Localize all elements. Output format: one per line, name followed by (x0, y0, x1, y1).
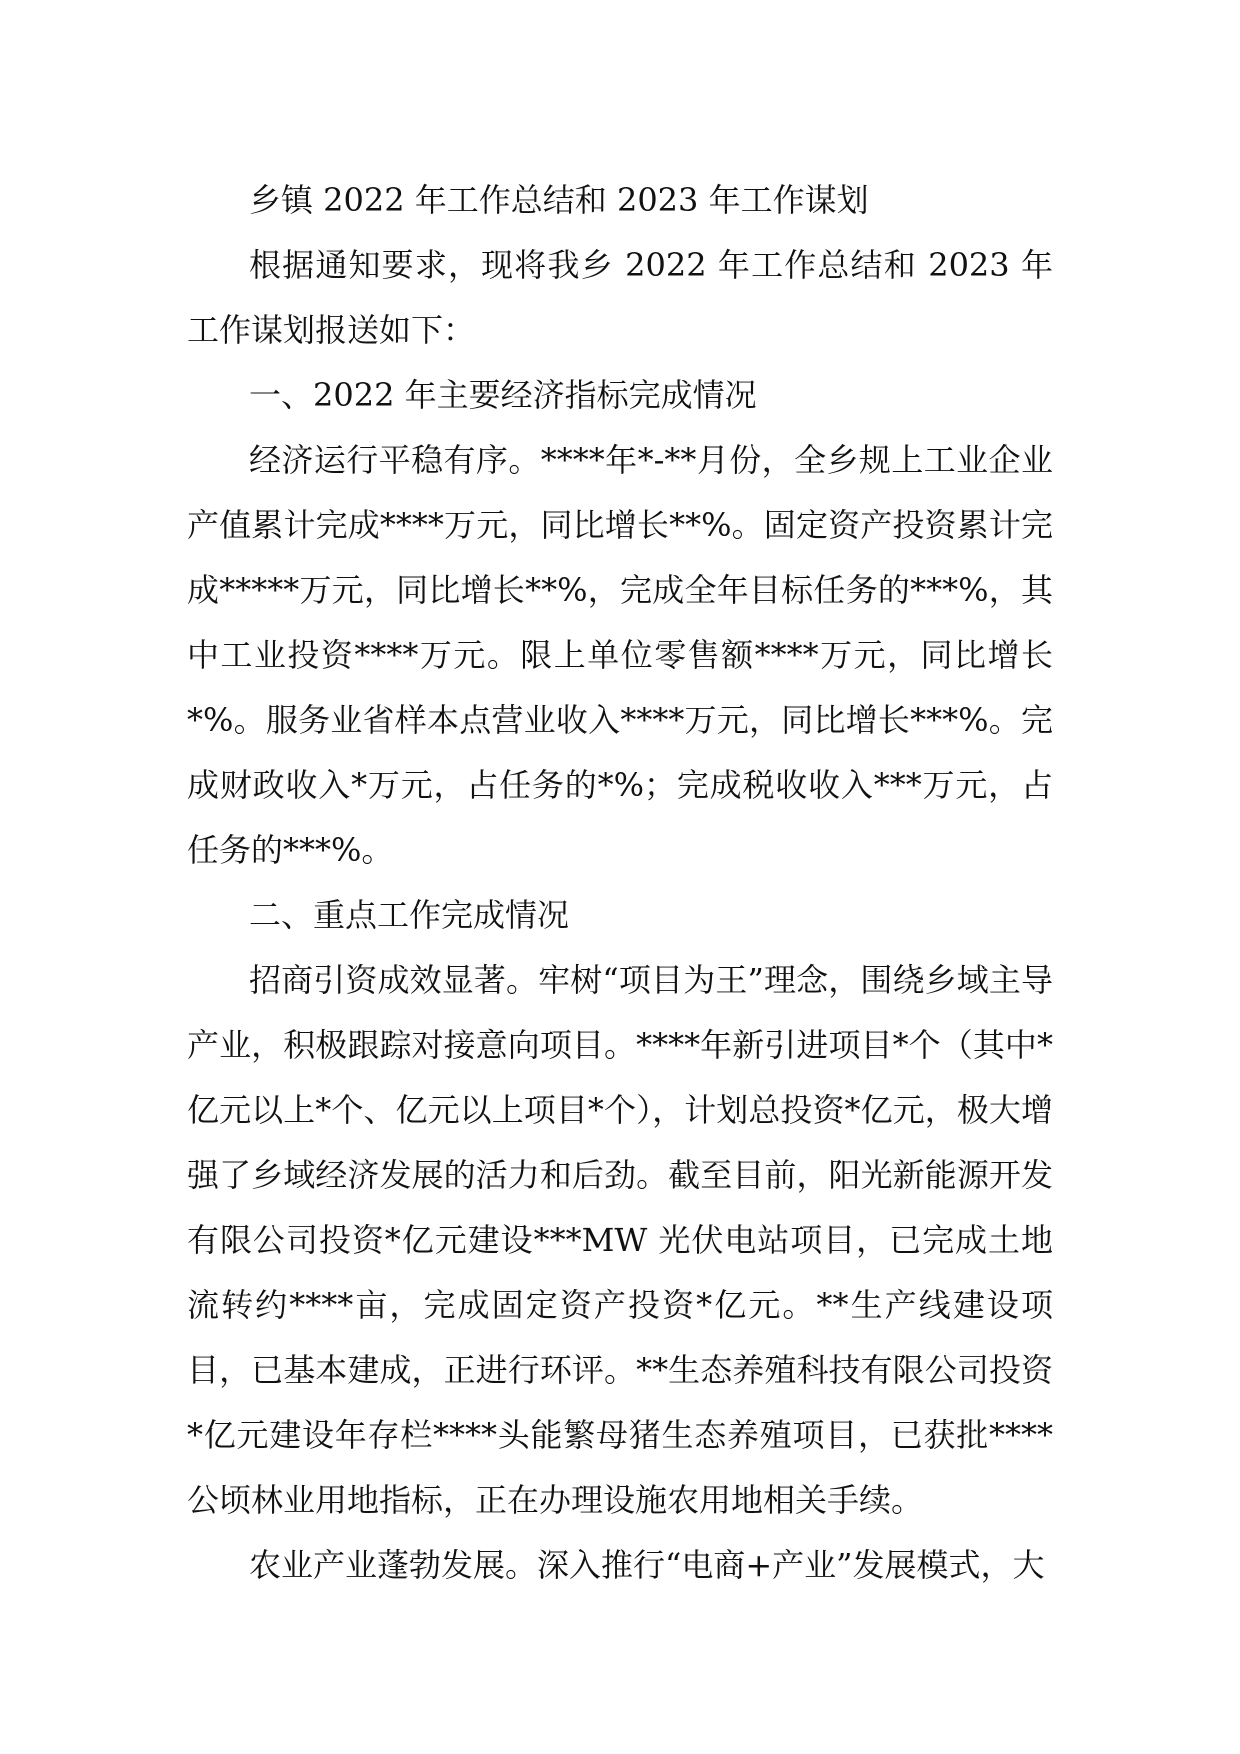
intro-paragraph: 根据通知要求，现将我乡 2022 年工作总结和 2023 年工作谋划报送如下： (187, 246, 1053, 349)
section-1-heading: 一、2022 年主要经济指标完成情况 (249, 376, 757, 414)
section-2-heading: 二、重点工作完成情况 (249, 896, 570, 934)
document-title: 乡镇 2022 年工作总结和 2023 年工作谋划 (249, 181, 869, 219)
section-2-paragraph-1: 招商引资成效显著。牢树“项目为王”理念，围绕乡域主导产业，积极跟踪对接意向项目。****年新引进项目*个（其中*亿元以上*个、亿元以上项目*个），计划总投资*亿元，极大增强了乡域经济发展的活力和后劲。截至目前，阳光新能源开发有限公司投资*亿元建设***MW 光伏电站项目，已完成土地流转约****亩，完成固定资产投资*亿元。**生产线建设项目，已基本建成，正进行环评。**生态养殖科技有限公司投资*亿元建设年存栏****头能繁母猪生态养殖项目，已获批****公顷林业用地指标，正在办理设施农用地相关手续。 (187, 961, 1053, 1519)
document-body (187, 168, 1053, 1598)
section-2-paragraph-2: 农业产业蓬勃发展。深入推行“电商+产业”发展模式，大 (249, 1546, 1045, 1584)
section-1-paragraph: 经济运行平稳有序。****年*-**月份，全乡规上工业企业产值累计完成****万元，同比增长**%。固定资产投资累计完成*****万元，同比增长**%，完成全年目标任务的***%，其中工业投资****万元。限上单位零售额****万元，同比增长*%。服务业省样本点营业收入****万元，同比增长***%。完成财政收入*万元，占任务的*%；完成税收收入***万元，占任务的***%。 (187, 441, 1053, 869)
